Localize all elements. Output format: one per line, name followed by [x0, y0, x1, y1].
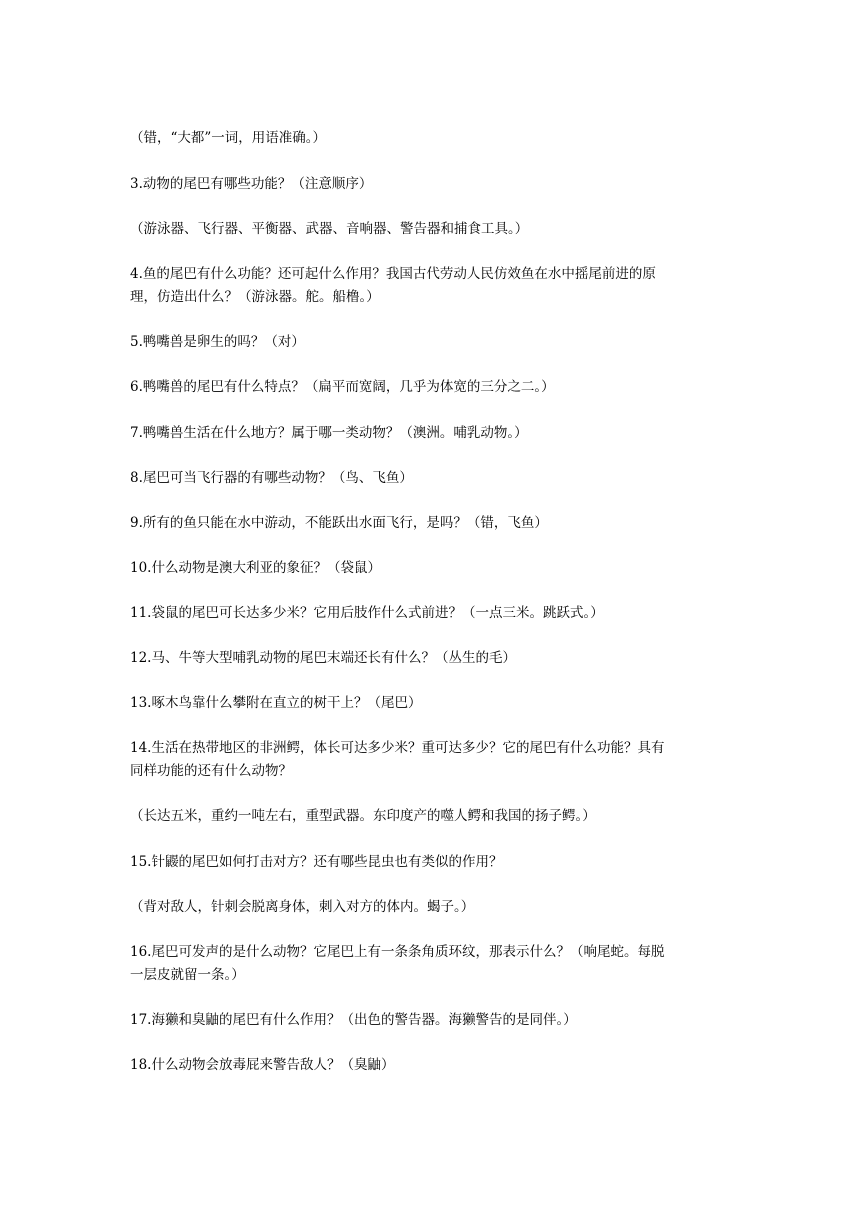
- text-line: （背对敌人，针刺会脱离身体，刺入对方的体内。蝎子。）: [130, 899, 475, 915]
- text-line: 11.袋鼠的尾巴可长达多少米？它用后肢作什么式前进？（一点三米。跳跃式。）: [130, 605, 604, 621]
- text-line: 18.什么动物会放毒屁来警告敌人？（臭鼬）: [130, 1057, 395, 1073]
- text-line: 4.鱼的尾巴有什么功能？还可起什么作用？我国古代劳动人民仿效鱼在水中摇尾前进的原: [130, 266, 656, 282]
- text-line: 13.啄木鸟靠什么攀附在直立的树干上？（尾巴）: [130, 695, 422, 711]
- text-line: 8.尾巴可当飞行器的有哪些动物？（鸟、飞鱼）: [130, 470, 413, 486]
- text-line: 14.生活在热带地区的非洲鳄，体长可达多少米？重可达多少？它的尾巴有什么功能？具有: [130, 740, 665, 756]
- text-line: 6.鸭嘴兽的尾巴有什么特点？（扁平而宽阔，几乎为体宽的三分之二。）: [130, 379, 555, 395]
- text-line: 5.鸭嘴兽是卵生的吗？（对）: [130, 334, 305, 350]
- text-line: 同样功能的还有什么动物？: [130, 763, 292, 779]
- text-line: （长达五米，重约一吨左右，重型武器。东印度产的噬人鳄和我国的扬子鳄。）: [130, 808, 596, 824]
- text-line: 理，仿造出什么？（游泳器。舵。船橹。）: [130, 289, 380, 305]
- text-line: 17.海獭和臭鼬的尾巴有什么作用？（出色的警告器。海獭警告的是同伴。）: [130, 1012, 577, 1028]
- text-line: 15.针鼹的尾巴如何打击对方？还有哪些昆虫也有类似的作用？: [130, 854, 503, 870]
- text-line: 10.什么动物是澳大利亚的象征？（袋鼠）: [130, 560, 381, 576]
- text-line: 3.动物的尾巴有哪些功能？（注意顺序）: [130, 176, 373, 192]
- text-line: 16.尾巴可发声的是什么动物？它尾巴上有一条条角质环纹，那表示什么？（响尾蛇。每脱: [130, 944, 665, 960]
- text-line: 9.所有的鱼只能在水中游动，不能跃出水面飞行，是吗？（错，飞鱼）: [130, 515, 548, 531]
- text-line: 12.马、牛等大型哺乳动物的尾巴末端还长有什么？（丛生的毛）: [130, 650, 516, 666]
- text-line: （错，“大都”一词，用语准确。）: [130, 130, 327, 146]
- text-line: （游泳器、飞行器、平衡器、武器、音响器、警告器和捕食工具。）: [130, 221, 529, 237]
- text-line: 一层皮就留一条。）: [130, 967, 245, 983]
- text-line: 7.鸭嘴兽生活在什么地方？属于哪一类动物？（澳洲。哺乳动物。）: [130, 425, 528, 441]
